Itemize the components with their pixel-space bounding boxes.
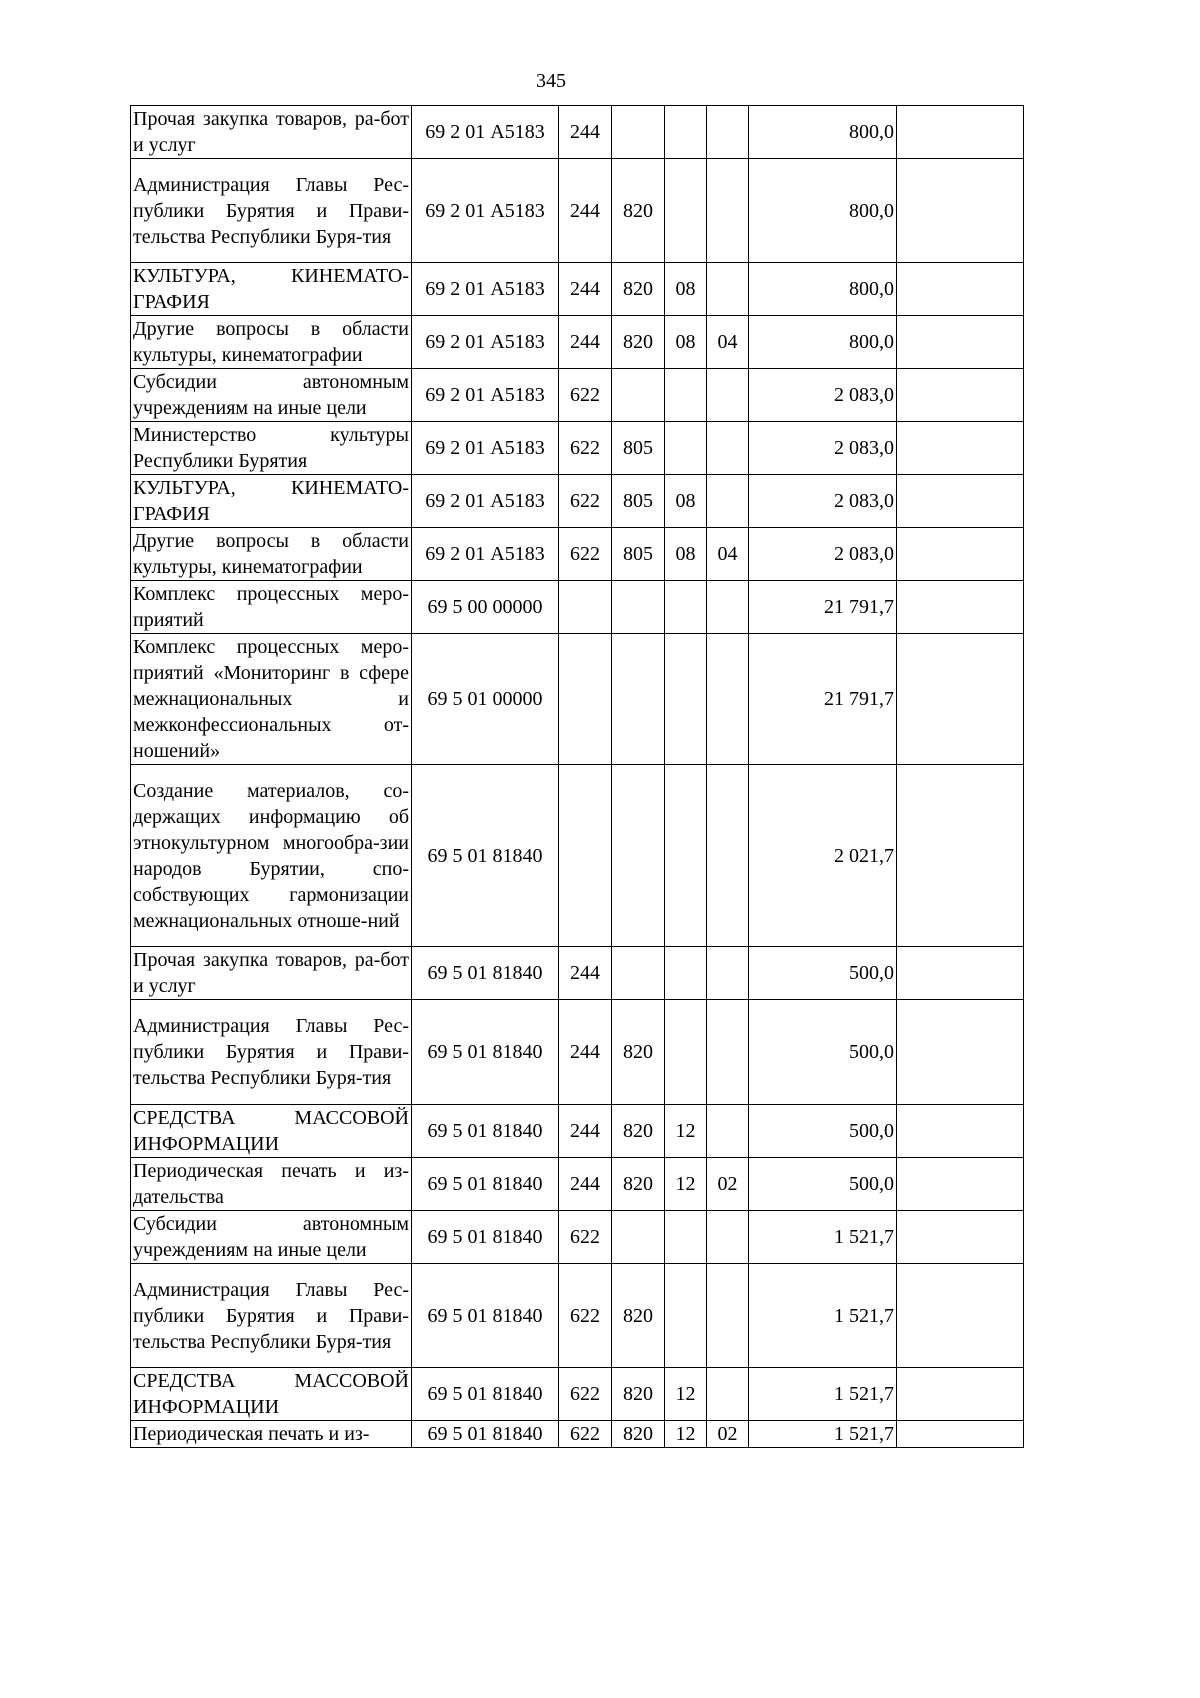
section-cell — [665, 765, 707, 947]
subsection-cell — [707, 1000, 749, 1105]
target-article-cell: 69 2 01 А5183 — [412, 159, 559, 263]
ministry-code-cell: 805 — [612, 422, 665, 475]
expense-type-cell: 244 — [559, 316, 612, 369]
item-name-cell: Другие вопросы в области культуры, кинематографии — [131, 528, 412, 581]
amount-cell: 1 521,7 — [749, 1368, 897, 1421]
amount-cell: 500,0 — [749, 947, 897, 1000]
table-row — [131, 1368, 1024, 1421]
item-name-cell: Администрация Главы Рес-публики Бурятия и Прави-тельства Республики Буря-тия — [131, 159, 412, 263]
extra-cell — [897, 1105, 1024, 1158]
ministry-code-cell — [612, 106, 665, 159]
item-name-cell: Другие вопросы в области культуры, кинематографии — [131, 316, 412, 369]
item-name-cell: СРЕДСТВА МАССОВОЙ ИНФОРМАЦИИ — [131, 1105, 412, 1158]
amount-cell: 1 521,7 — [749, 1211, 897, 1264]
extra-cell — [897, 947, 1024, 1000]
target-article-cell: 69 5 01 81840 — [412, 1105, 559, 1158]
table-row — [131, 106, 1024, 159]
section-cell: 08 — [665, 475, 707, 528]
expense-type-cell: 622 — [559, 422, 612, 475]
section-cell — [665, 159, 707, 263]
table-row — [131, 1000, 1024, 1105]
expense-type-cell: 244 — [559, 159, 612, 263]
amount-cell: 1 521,7 — [749, 1264, 897, 1368]
extra-cell — [897, 159, 1024, 263]
target-article-cell: 69 5 01 81840 — [412, 1421, 559, 1448]
ministry-code-cell — [612, 1211, 665, 1264]
amount-cell: 800,0 — [749, 159, 897, 263]
section-cell — [665, 1264, 707, 1368]
table-row — [131, 1211, 1024, 1264]
ministry-code-cell — [612, 765, 665, 947]
extra-cell — [897, 316, 1024, 369]
item-name-cell: Комплекс процессных меро-приятий «Мониторинг в сфере межнациональных и межконфессиональных от-ношений» — [131, 634, 412, 765]
page-number: 345 — [536, 70, 566, 92]
expense-type-cell: 622 — [559, 528, 612, 581]
amount-cell: 800,0 — [749, 316, 897, 369]
section-cell: 08 — [665, 528, 707, 581]
item-name-cell: СРЕДСТВА МАССОВОЙ ИНФОРМАЦИИ — [131, 1368, 412, 1421]
item-name-cell: Периодическая печать и из-дательства — [131, 1158, 412, 1211]
item-name-cell: КУЛЬТУРА, КИНЕМАТО-ГРАФИЯ — [131, 475, 412, 528]
ministry-code-cell: 820 — [612, 316, 665, 369]
section-cell — [665, 369, 707, 422]
target-article-cell: 69 2 01 А5183 — [412, 106, 559, 159]
target-article-cell: 69 5 01 81840 — [412, 1000, 559, 1105]
extra-cell — [897, 1158, 1024, 1211]
target-article-cell: 69 2 01 А5183 — [412, 263, 559, 316]
item-name-cell: Периодическая печать и из- — [131, 1421, 412, 1448]
ministry-code-cell: 820 — [612, 1368, 665, 1421]
budget-table — [130, 105, 1024, 1448]
table-row — [131, 765, 1024, 947]
target-article-cell: 69 5 01 81840 — [412, 1264, 559, 1368]
table-row — [131, 263, 1024, 316]
subsection-cell — [707, 1368, 749, 1421]
item-name-cell: Субсидии автономным учреждениям на иные цели — [131, 1211, 412, 1264]
item-name-cell: Администрация Главы Рес-публики Бурятия и Прави-тельства Республики Буря-тия — [131, 1264, 412, 1368]
target-article-cell: 69 5 01 81840 — [412, 765, 559, 947]
subsection-cell — [707, 159, 749, 263]
ministry-code-cell — [612, 947, 665, 1000]
subsection-cell: 04 — [707, 528, 749, 581]
target-article-cell: 69 2 01 А5183 — [412, 475, 559, 528]
item-name-cell: Прочая закупка товаров, ра-бот и услуг — [131, 106, 412, 159]
subsection-cell — [707, 581, 749, 634]
section-cell — [665, 422, 707, 475]
table-row — [131, 634, 1024, 765]
item-name-cell: Министерство культуры Республики Бурятия — [131, 422, 412, 475]
ministry-code-cell: 820 — [612, 1264, 665, 1368]
expense-type-cell: 244 — [559, 947, 612, 1000]
item-name-cell: Создание материалов, со-держащих информацию об этнокультурном многообра-зии народов Бурятии, спо-собствующих гармонизации межнациональных отноше-ний — [131, 765, 412, 947]
amount-cell: 2 021,7 — [749, 765, 897, 947]
subsection-cell — [707, 765, 749, 947]
item-name-cell: Субсидии автономным учреждениям на иные цели — [131, 369, 412, 422]
section-cell — [665, 947, 707, 1000]
table-row — [131, 159, 1024, 263]
target-article-cell: 69 5 01 81840 — [412, 1158, 559, 1211]
amount-cell: 500,0 — [749, 1158, 897, 1211]
extra-cell — [897, 106, 1024, 159]
extra-cell — [897, 581, 1024, 634]
subsection-cell — [707, 947, 749, 1000]
table-row — [131, 369, 1024, 422]
table-row — [131, 528, 1024, 581]
amount-cell: 2 083,0 — [749, 475, 897, 528]
expense-type-cell: 244 — [559, 1158, 612, 1211]
item-name-cell: Комплекс процессных меро-приятий — [131, 581, 412, 634]
target-article-cell: 69 5 01 81840 — [412, 1211, 559, 1264]
extra-cell — [897, 765, 1024, 947]
expense-type-cell — [559, 634, 612, 765]
section-cell: 08 — [665, 263, 707, 316]
section-cell — [665, 634, 707, 765]
ministry-code-cell: 820 — [612, 1000, 665, 1105]
ministry-code-cell — [612, 369, 665, 422]
expense-type-cell: 622 — [559, 1421, 612, 1448]
subsection-cell: 04 — [707, 316, 749, 369]
ministry-code-cell: 820 — [612, 263, 665, 316]
section-cell — [665, 1211, 707, 1264]
expense-type-cell: 622 — [559, 1211, 612, 1264]
ministry-code-cell: 820 — [612, 159, 665, 263]
ministry-code-cell: 820 — [612, 1158, 665, 1211]
subsection-cell — [707, 106, 749, 159]
expense-type-cell: 244 — [559, 1105, 612, 1158]
subsection-cell — [707, 1105, 749, 1158]
ministry-code-cell: 805 — [612, 528, 665, 581]
subsection-cell: 02 — [707, 1158, 749, 1211]
amount-cell: 1 521,7 — [749, 1421, 897, 1448]
table-row — [131, 1264, 1024, 1368]
expense-type-cell — [559, 765, 612, 947]
extra-cell — [897, 263, 1024, 316]
table-row — [131, 422, 1024, 475]
subsection-cell: 02 — [707, 1421, 749, 1448]
subsection-cell — [707, 1211, 749, 1264]
extra-cell — [897, 634, 1024, 765]
amount-cell: 800,0 — [749, 263, 897, 316]
ministry-code-cell: 805 — [612, 475, 665, 528]
extra-cell — [897, 475, 1024, 528]
ministry-code-cell: 820 — [612, 1421, 665, 1448]
extra-cell — [897, 422, 1024, 475]
section-cell: 08 — [665, 316, 707, 369]
item-name-cell: Прочая закупка товаров, ра-бот и услуг — [131, 947, 412, 1000]
table-row — [131, 1421, 1024, 1448]
expense-type-cell: 244 — [559, 263, 612, 316]
amount-cell: 500,0 — [749, 1105, 897, 1158]
ministry-code-cell: 820 — [612, 1105, 665, 1158]
target-article-cell: 69 5 01 81840 — [412, 947, 559, 1000]
extra-cell — [897, 1211, 1024, 1264]
section-cell — [665, 1000, 707, 1105]
amount-cell: 500,0 — [749, 1000, 897, 1105]
target-article-cell: 69 5 01 81840 — [412, 1368, 559, 1421]
table-row — [131, 1158, 1024, 1211]
amount-cell: 2 083,0 — [749, 422, 897, 475]
expense-type-cell: 622 — [559, 475, 612, 528]
amount-cell: 21 791,7 — [749, 634, 897, 765]
subsection-cell — [707, 475, 749, 528]
subsection-cell — [707, 369, 749, 422]
target-article-cell: 69 2 01 А5183 — [412, 422, 559, 475]
expense-type-cell — [559, 581, 612, 634]
section-cell — [665, 581, 707, 634]
target-article-cell: 69 2 01 А5183 — [412, 316, 559, 369]
item-name-cell: КУЛЬТУРА, КИНЕМАТО-ГРАФИЯ — [131, 263, 412, 316]
section-cell: 12 — [665, 1105, 707, 1158]
expense-type-cell: 244 — [559, 1000, 612, 1105]
expense-type-cell: 244 — [559, 106, 612, 159]
subsection-cell — [707, 263, 749, 316]
table-row — [131, 316, 1024, 369]
target-article-cell: 69 5 01 00000 — [412, 634, 559, 765]
subsection-cell — [707, 634, 749, 765]
extra-cell — [897, 1368, 1024, 1421]
extra-cell — [897, 528, 1024, 581]
section-cell: 12 — [665, 1368, 707, 1421]
subsection-cell — [707, 422, 749, 475]
subsection-cell — [707, 1264, 749, 1368]
item-name-cell: Администрация Главы Рес-публики Бурятия и Прави-тельства Республики Буря-тия — [131, 1000, 412, 1105]
ministry-code-cell — [612, 634, 665, 765]
table-row — [131, 475, 1024, 528]
target-article-cell: 69 2 01 А5183 — [412, 528, 559, 581]
table-row — [131, 581, 1024, 634]
amount-cell: 2 083,0 — [749, 528, 897, 581]
extra-cell — [897, 1421, 1024, 1448]
target-article-cell: 69 5 00 00000 — [412, 581, 559, 634]
table-row — [131, 1105, 1024, 1158]
expense-type-cell: 622 — [559, 1368, 612, 1421]
extra-cell — [897, 369, 1024, 422]
section-cell: 12 — [665, 1421, 707, 1448]
extra-cell — [897, 1000, 1024, 1105]
budget-table-body — [131, 106, 1024, 1448]
extra-cell — [897, 1264, 1024, 1368]
expense-type-cell: 622 — [559, 1264, 612, 1368]
amount-cell: 21 791,7 — [749, 581, 897, 634]
expense-type-cell: 622 — [559, 369, 612, 422]
section-cell: 12 — [665, 1158, 707, 1211]
ministry-code-cell — [612, 581, 665, 634]
amount-cell: 800,0 — [749, 106, 897, 159]
table-row — [131, 947, 1024, 1000]
section-cell — [665, 106, 707, 159]
amount-cell: 2 083,0 — [749, 369, 897, 422]
target-article-cell: 69 2 01 А5183 — [412, 369, 559, 422]
